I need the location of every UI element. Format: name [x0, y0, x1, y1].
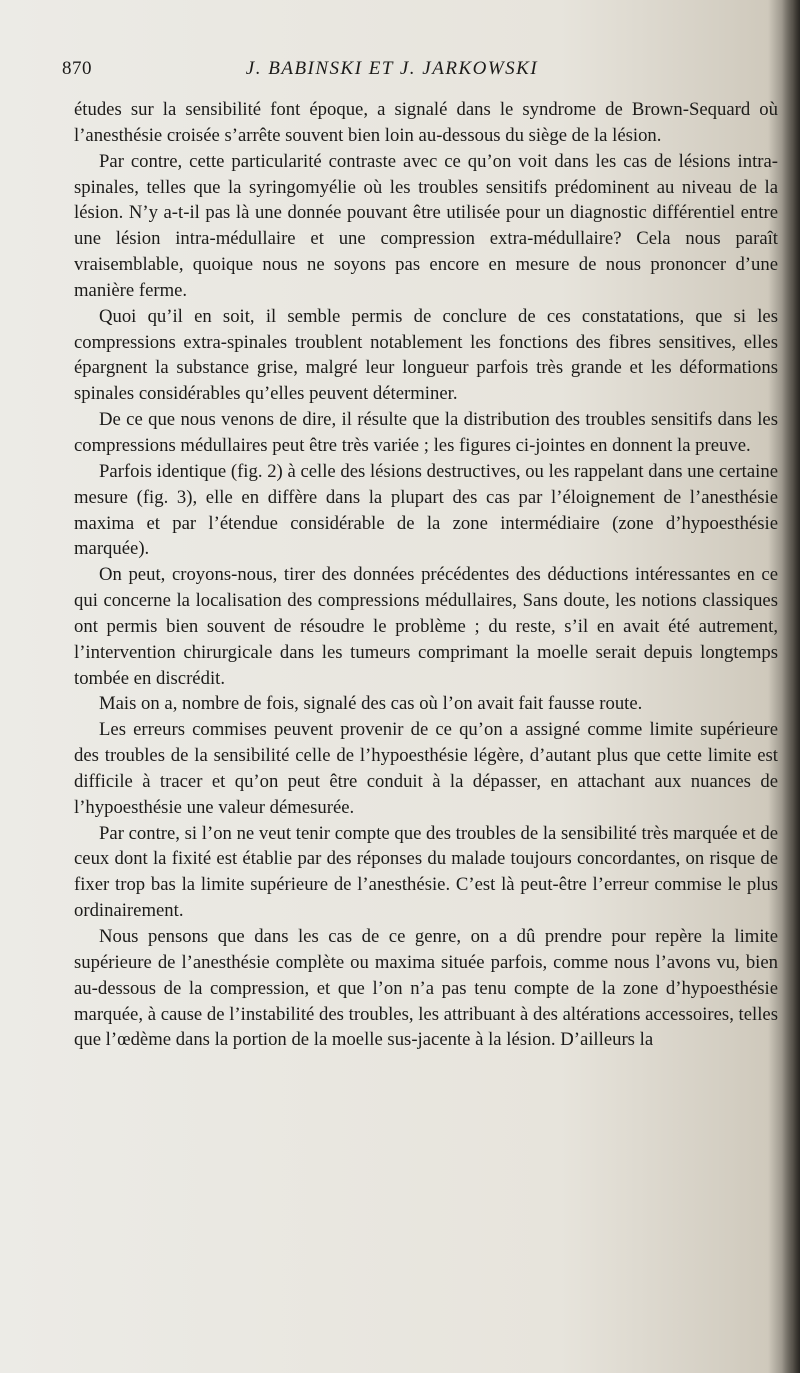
paragraph: Par contre, cette particularité contraste avec ce qu’on voit dans les cas de lésions intra-spinales, telles que la syringomyélie où les troubles sensitifs prédominent au niveau de la lésion. N’y a-t-il pas là une donnée pouvant être utilisée pour un diagnostic différentiel entre une lésion intra-médullaire et une compression extra-médullaire? Cela nous paraît vraisemblable, quoique nous ne soyons pas encore en mesure de nous prononcer d’une manière ferme.	[74, 150, 778, 301]
page-header	[62, 58, 722, 88]
page-number: 870	[62, 58, 92, 79]
binding-edge-shadow	[782, 0, 800, 1373]
paragraph: Par contre, si l’on ne veut tenir compte que des troubles de la sensibilité très marquée et de ceux dont la fixité est établie par des réponses du malade toujours concordantes, on risque de fixer trop bas la limite supérieure de l’anesthésie. C’est là peut-être l’erreur commise le plus ordinairement.	[74, 822, 778, 922]
paragraph-continued: études sur la sensibilité font époque, a signalé dans le syndrome de Brown-Sequard où l’anesthésie croisée s’arrête souvent bien loin au-dessous du siège de la lésion.	[74, 99, 778, 146]
paragraph: Nous pensons que dans les cas de ce genre, on a dû prendre pour repère la limite supérieure de l’anesthésie complète ou maxima située parfois, comme nous l’avons vu, bien au-dessous de la compression, et que l’on n’a pas tenu compte de la zone d’hypoesthésie marquée, à cause de l’instabilité des troubles, les attribuant à des altérations accessoires, telles que l’œdème dans la portion de la moelle sus-jacente à la lésion. D’ailleurs la	[74, 926, 778, 1051]
running-head: J. BABINSKI ET J. JARKOWSKI	[245, 58, 539, 79]
paragraph: De ce que nous venons de dire, il résulte que la distribution des troubles sensitifs dans les compressions médullaires peut être très variée ; les figures ci-jointes en donnent la preuve.	[74, 409, 778, 456]
paragraph: Quoi qu’il en soit, il semble permis de conclure de ces constatations, que si les compressions extra-spinales troublent notablement les fonctions des fibres sensitives, elles épargnent la substance grise, malgré leur longueur parfois très grande et les déformations spinales considérables qu’elles peuvent déterminer.	[74, 305, 778, 405]
paragraph: Parfois identique (fig. 2) à celle des lésions destructives, ou les rappelant dans une certaine mesure (fig. 3), elle en diffère dans la plupart des cas par l’éloignement de l’anesthésie maxima et par l’étendue considérable de la zone intermédiaire (zone d’hypoesthésie marquée).	[74, 460, 778, 560]
paragraph: On peut, croyons-nous, tirer des données précédentes des déductions intéressantes en ce qui concerne la localisation des compressions médullaires, Sans doute, les notions classiques ont permis bien souvent de résoudre le problème ; du reste, s’il en avait été autrement, l’intervention chirurgicale dans les tumeurs comprimant la moelle serait depuis longtemps tombée en discrédit.	[74, 564, 778, 689]
paragraph: Les erreurs commises peuvent provenir de ce qu’on a assigné comme limite supérieure des troubles de la sensibilité celle de l’hypoesthésie légère, d’autant plus que cette limite est difficile à tracer et qu’on peut être conduit à la dépasser, en attachant aux nuances de l’hypoesthésie une valeur démesurée.	[74, 719, 778, 818]
paragraph: Mais on a, nombre de fois, signalé des cas où l’on avait fait fausse route.	[99, 693, 643, 715]
body-text	[74, 97, 778, 1053]
